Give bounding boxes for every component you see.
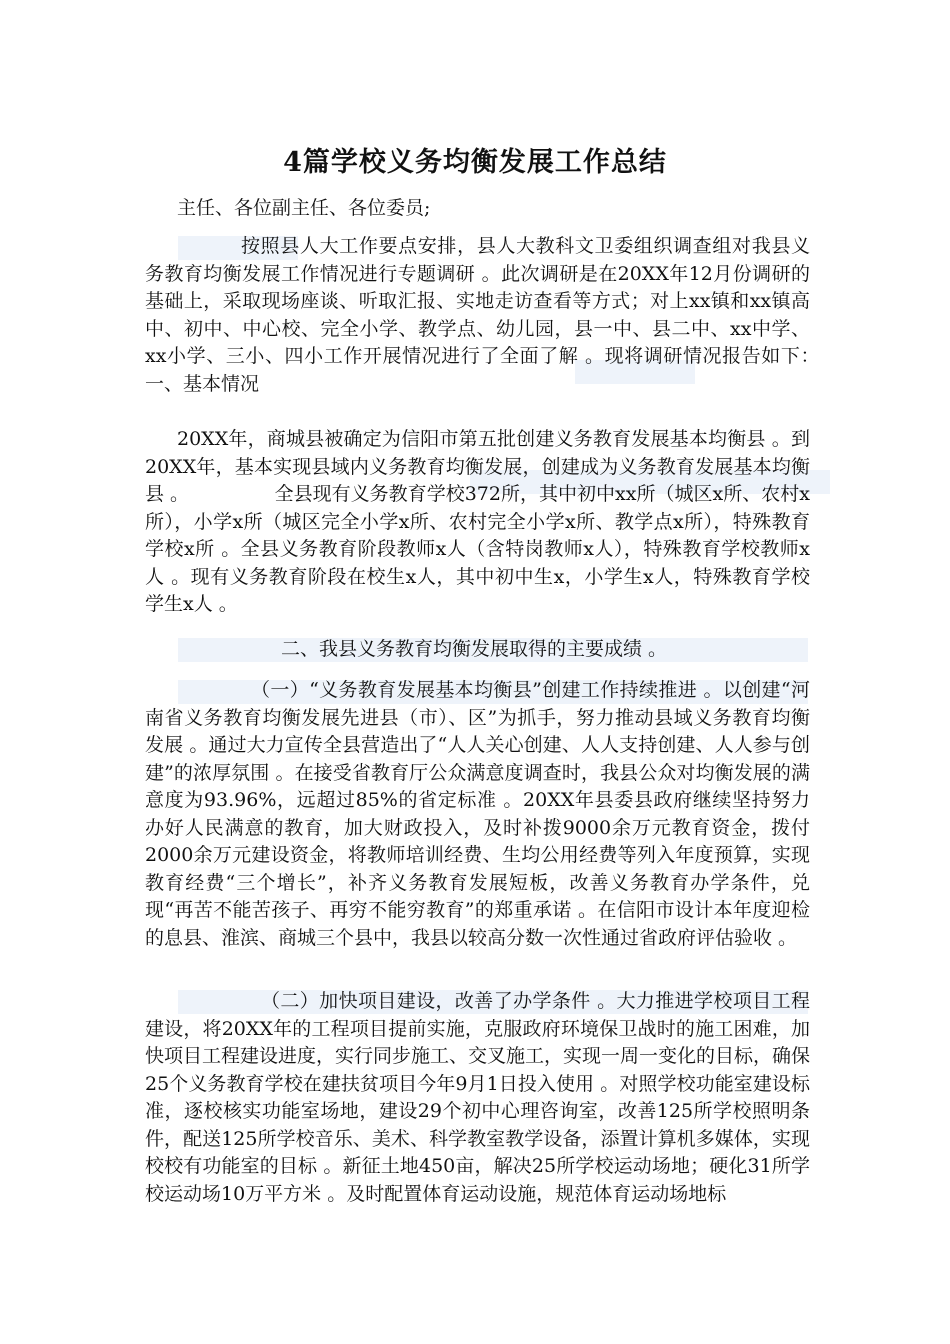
document-title: 4篇学校义务均衡发展工作总结 (283, 147, 667, 178)
salutation: 主任、各位副主任、各位委员; (177, 197, 431, 219)
section-heading-achievements: 二、我县义务教育均衡发展取得的主要成绩 。 (281, 638, 668, 660)
paragraph-achievement-2: （二）加快项目建设，改善了办学条件 。大力推进学校项目工程建设，将20XX年的工程项目提前实施，克服政府环境保卫战时的施工困难，加快项目工程建设进度，实行同步施工、交叉施工，实现一周一变化的目标，确保25个义务教育学校在建扶贫项目今年9月1日投入使用 。对照学校功能室建设标准，逐校核实功能室场地，建设29个初中心理咨询室，改善125所学校照明条件，配送125所学校音乐、美术、科学教室教学设备，添置计算机多媒体，实现校校有功能室的目标 。新征土地450亩，解决25所学校运动场地；硬化31所学校运动场10万平方米 。及时配置体育运动设施，规范体育运动场地标 (145, 990, 811, 1205)
paragraph-basic-situation: 20XX年，商城县被确定为信阳市第五批创建义务教育发展基本均衡县 。到20XX年，基本实现县域内义务教育均衡发展，创建成为义务教育发展基本均衡县 。 全县现有义务教育学校372所，其中初中xx所（城区x所、农村x所），小学x所（城区完全小学x所、农村完全小学x所、教学点x所），特殊教育学校x所 。全县义务教育阶段教师x人（含特岗教师x人），特殊教育学校教师x人 。现有义务教育阶段在校生x人，其中初中生x，小学生x人，特殊教育学校学生x人 。 (145, 428, 810, 615)
paragraph-achievement-1: （一）“义务教育发展基本均衡县”创建工作持续推进 。以创建“河南省义务教育均衡发展先进县（市）、区”为抓手，努力推动县域义务教育均衡发展 。通过大力宣传全县营造出了“人人关心创建、人人支持创建、人人参与创建”的浓厚氛围 。在接受省教育厅公众满意度调查时，我县公众对均衡发展的满意度为93.96%，远超过85%的省定标准 。20XX年县委县政府继续坚持努力办好人民满意的教育，加大财政投入，及时补拨9000余万元教育资金，拨付2000余万元建设资金，将教师培训经费、生均公用经费等列入年度预算，实现教育经费“三个增长”，补齐义务教育发展短板，改善义务教育办学条件，兑现“再苦不能苦孩子、再穷不能穷教育”的郑重承诺 。在信阳市设计本年度迎检的息县、淮滨、商城三个县中，我县以较高分数一次性通过省政府评估验收 。 (145, 679, 810, 949)
paragraph-intro: 按照县人大工作要点安排，县人大教科文卫委组织调查组对我县义务教育均衡发展工作情况进行专题调研 。此次调研是在20XX年12月份调研的基础上，采取现场座谈、听取汇报、实地走访查看等方式；对上xx镇和xx镇高中、初中、中心校、完全小学、教学点、幼儿园，县一中、县二中、xx中学、xx小学、三小、四小工作开展情况进行了全面了解 。现将调研情况报告如下： 一、基本情况 (145, 235, 944, 395)
